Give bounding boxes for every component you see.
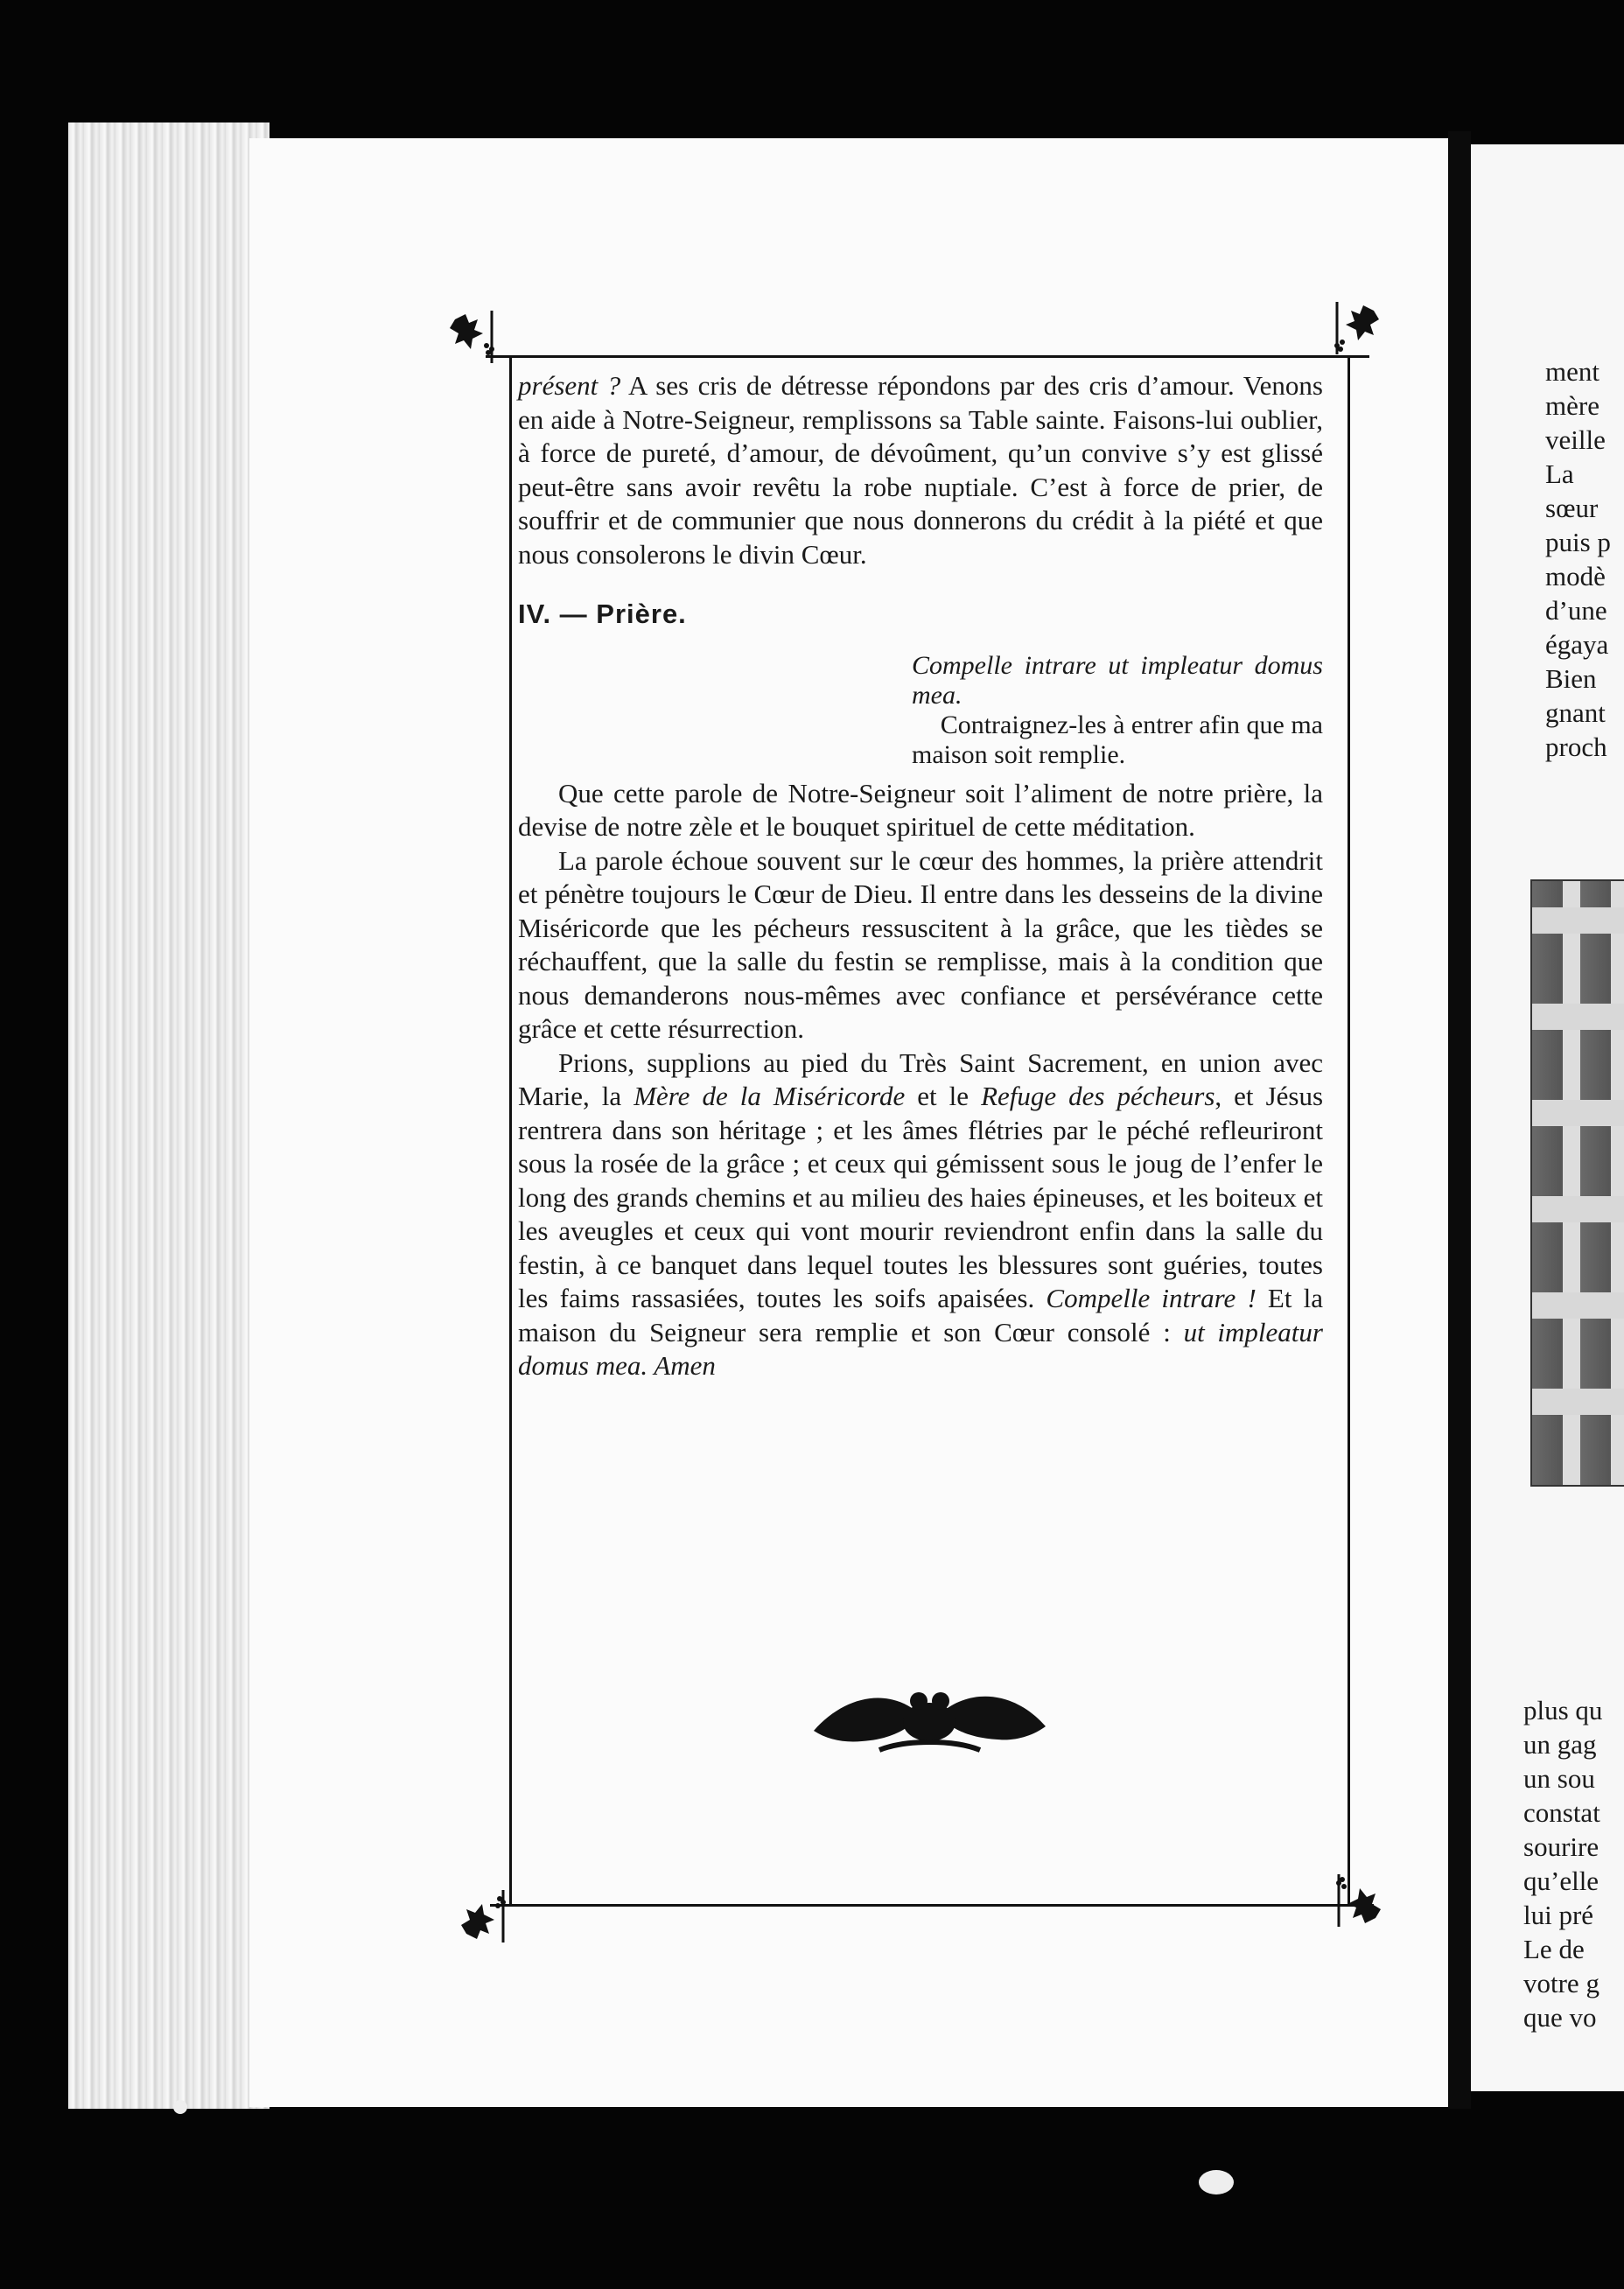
- paragraph-body: [518, 844, 1323, 1046]
- text-run: et le: [905, 1081, 982, 1111]
- italic-text: ut impleatur domus mea. Amen: [518, 1316, 1323, 1381]
- vine-leaf-grapes-icon: [459, 1890, 512, 1942]
- scan-speck: [173, 2100, 187, 2114]
- right-page-photo: [1530, 879, 1624, 1487]
- page-text: [518, 369, 1323, 1383]
- right-page-bottom-text: plus qu un gag un sou constat sourire qu’elle lui pré Le de votre g que vo: [1523, 1695, 1603, 2033]
- vine-leaf-grapes-icon: [1330, 1874, 1382, 1927]
- italic-text: Refuge des pécheurs: [981, 1081, 1215, 1111]
- epigraph-french: Contraignez-les à entrer afin que ma maison soit remplie.: [912, 710, 1323, 769]
- vine-leaf-grapes-icon: [448, 311, 500, 363]
- paragraph-body: [518, 777, 1323, 844]
- text-run: Que cette parole de Notre-Seigneur soit l’aliment de notre prière, la devise de notre zèle et le bouquet spirituel de cette méditation.: [518, 777, 1323, 842]
- right-page: [1471, 144, 1624, 2091]
- scan-speck: [1199, 2170, 1234, 2194]
- text-run: Et la maison du Seigneur sera remplie et son Cœur consolé :: [518, 1283, 1323, 1348]
- italic-text: Mère de la Miséricorde: [634, 1081, 906, 1111]
- section-heading: IV. — Prière.: [518, 598, 687, 629]
- right-page-top-text: ment mère veille La sœur puis p modè d’une égaya Bien gnant proch: [1545, 356, 1611, 762]
- text-run: La parole échoue souvent sur le cœur des hommes, la prière attendrit et pénètre toujours le Cœur de Dieu. Il entre dans les desseins de la divine Miséricorde que les pécheurs ressuscitent à la grâce, que les tièdes se réchauffent, que la salle du festin se remplisse, mais à la condition que nous demanderons nous-mêmes avec confiance et persévérance cette grâce et cette résurrection.: [518, 844, 1323, 1044]
- italic-text: présent ?: [518, 370, 621, 401]
- frame-top-rule: [486, 355, 1369, 358]
- eagle-tailpiece-icon: [809, 1678, 1050, 1757]
- page-stack-edges: [68, 122, 270, 2109]
- text-run: Prions, supplions au pied du Très Saint Sacrement, en union avec Marie, la: [518, 1046, 1323, 1111]
- paragraph-intro: [518, 369, 1323, 571]
- frame-bottom-rule: [490, 1904, 1374, 1907]
- epigraph-latin: Compelle intrare ut impleatur domus mea.: [912, 650, 1323, 710]
- paragraph-body: [518, 1046, 1323, 1383]
- book-gutter: [1448, 131, 1471, 2109]
- vine-leaf-grapes-icon: [1328, 302, 1381, 354]
- italic-text: Compelle intrare !: [1046, 1283, 1256, 1313]
- text-run: , et Jésus rentrera dans son héritage ; et les âmes flétries par le péché refleuriront sous la rosée de la grâce ; et ceux qui gémissent sous le joug de l’enfer le long des grands chemins et au milieu des haies épineuses, et les boiteux et les aveugles et ceux qui vont mourir reviendront enfin dans la salle du festin, à ce banquet dans lequel toutes les blessures sont guéries, toutes les faims rassasiées, toutes les soifs apaisées.: [518, 1081, 1324, 1313]
- text-run: A ses cris de détresse répondons par des cris d’amour. Venons en aide à Notre-Seigneur, remplissons sa Table sainte. Faisons-lui oublier, à force de pureté, d’amour, de dévoûment, qu’un convive s’y est glissé peut-être sans avoir revêtu la robe nuptiale. C’est à force de prier, de souffrir et de communier que nous donnerons du crédit à la piété et que nous consolerons le divin Cœur.: [518, 370, 1323, 570]
